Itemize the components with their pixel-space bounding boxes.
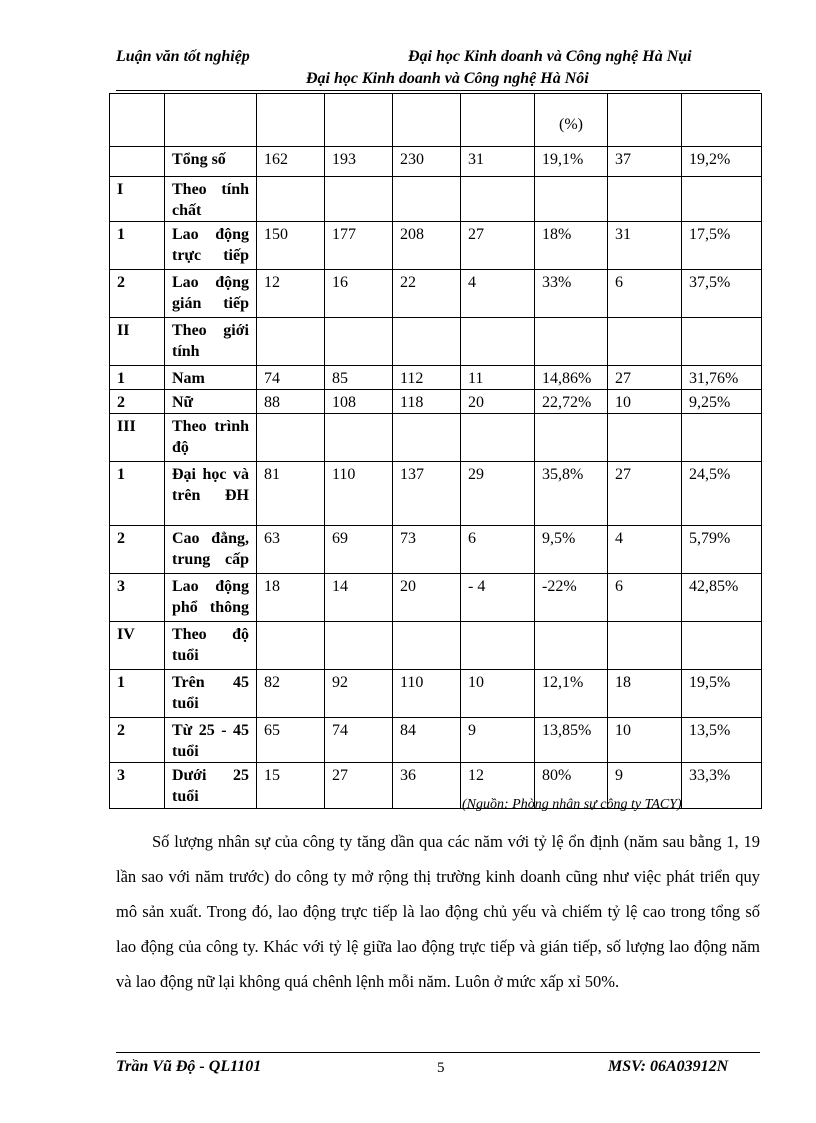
page-number: 5 [437,1060,445,1076]
table-row [110,574,762,622]
value-cell: -22% [535,574,608,622]
value-cell: 42,85% [682,574,762,622]
value-cell [257,94,325,147]
value-cell: 92 [325,670,393,718]
value-cell: 13,5% [682,718,762,763]
value-cell: 27 [608,462,682,526]
table-row [110,718,762,763]
value-cell: 69 [325,526,393,574]
value-cell: 9,25% [682,390,762,414]
value-cell: 137 [393,462,461,526]
table-row [110,222,762,270]
body-paragraph: Số lượng nhân sự của công ty tăng dần qua các năm với tỷ lệ ổn định (năm sau bằng 1, 19 lần sao với năm trước) do công ty mở rộng thị trường kinh doanh cũng như việc phát triển quy mô sản xuất. Trong đó, lao động trực tiếp là lao động chủ yếu và chiếm tỷ lệ cao trong tổng số lao động của công ty. Khác với tỷ lệ giữa lao động trực tiếp và gián tiếp, số lượng lao động năm và lao động nữ lại không quá chênh lệnh mỗi năm. Luôn ở mức xấp xỉ 50%. [116,832,760,991]
value-cell: 12,1% [535,670,608,718]
value-cell [608,94,682,147]
value-cell: 5,79% [682,526,762,574]
value-cell: 18 [608,670,682,718]
value-cell [608,414,682,462]
value-cell [461,622,535,670]
value-cell: 9,5% [535,526,608,574]
row-label-cell: Lao động phổ thông [165,574,257,622]
value-cell: 74 [257,366,325,390]
value-cell: 150 [257,222,325,270]
table-row [110,462,762,526]
table-row [110,177,762,222]
value-cell: 208 [393,222,461,270]
table-row [110,147,762,177]
value-cell [325,414,393,462]
value-cell: 177 [325,222,393,270]
value-cell: 36 [393,763,461,809]
header-rule [116,90,760,91]
row-index-cell: 3 [110,574,165,622]
value-cell: - 4 [461,574,535,622]
value-cell [393,94,461,147]
footer-rule [116,1052,760,1053]
value-cell: 65 [257,718,325,763]
value-cell: 9 [461,718,535,763]
value-cell: 84 [393,718,461,763]
value-cell [682,414,762,462]
row-label-cell: Dưới 25 tuổi [165,763,257,809]
value-cell [257,318,325,366]
value-cell [393,318,461,366]
value-cell [325,318,393,366]
row-index-cell [110,147,165,177]
row-index-cell [110,94,165,147]
value-cell [461,414,535,462]
row-index-cell: 2 [110,526,165,574]
table-row [110,390,762,414]
value-cell: 230 [393,147,461,177]
value-cell [325,622,393,670]
table-row [110,366,762,390]
row-index-cell: 2 [110,390,165,414]
value-cell: 74 [325,718,393,763]
row-index-cell: 1 [110,462,165,526]
value-cell: 18 [257,574,325,622]
row-label-cell: Cao đẳng, trung cấp [165,526,257,574]
row-label-cell: Nam [165,366,257,390]
row-label-cell: Lao động trực tiếp [165,222,257,270]
value-cell [393,414,461,462]
value-cell: 193 [325,147,393,177]
value-cell: 9 [608,763,682,809]
value-cell [325,94,393,147]
value-cell: 80% [535,763,608,809]
value-cell: 24,5% [682,462,762,526]
value-cell: 81 [257,462,325,526]
value-cell: 112 [393,366,461,390]
row-index-cell: 1 [110,222,165,270]
row-index-cell: II [110,318,165,366]
table-unit-row [110,94,762,147]
row-index-cell: 1 [110,670,165,718]
value-cell [682,318,762,366]
row-label-cell: Đại học và trên ĐH [165,462,257,526]
value-cell: 19,2% [682,147,762,177]
value-cell: 85 [325,366,393,390]
value-cell: 73 [393,526,461,574]
value-cell: 37,5% [682,270,762,318]
row-label-cell: Từ 25 - 45 tuổi [165,718,257,763]
value-cell [461,94,535,147]
value-cell: (%) [535,94,608,147]
value-cell: 108 [325,390,393,414]
value-cell: 35,8% [535,462,608,526]
value-cell [535,177,608,222]
header-university-name: Đại học Kinh doanh và Công nghệ Hà Nụi [408,48,692,65]
table-row [110,670,762,718]
header-thesis-label: Luận văn tốt nghiệp [116,48,250,65]
value-cell: 162 [257,147,325,177]
value-cell: 17,5% [682,222,762,270]
value-cell: 16 [325,270,393,318]
row-index-cell: 2 [110,718,165,763]
value-cell: 22 [393,270,461,318]
value-cell: 31 [608,222,682,270]
table-row [110,526,762,574]
value-cell: 11 [461,366,535,390]
table-source-note: (Nguồn: Phòng nhân sự công ty TACY) [462,797,682,812]
value-cell [682,177,762,222]
row-index-cell: 2 [110,270,165,318]
footer-student-id: MSV: 06A03912N [608,1058,729,1075]
value-cell: 33,3% [682,763,762,809]
value-cell: 13,85% [535,718,608,763]
value-cell: 12 [257,270,325,318]
value-cell: 63 [257,526,325,574]
row-index-cell: IV [110,622,165,670]
value-cell: 10 [608,390,682,414]
header-university-subtitle: Đại học Kinh doanh và Công nghệ Hà Nôi [306,70,589,87]
personnel-table [109,93,762,809]
value-cell [257,414,325,462]
table-row [110,622,762,670]
row-label-cell: Theo giới tính [165,318,257,366]
value-cell [608,622,682,670]
row-label-cell: Trên 45 tuổi [165,670,257,718]
value-cell: 18% [535,222,608,270]
value-cell: 4 [608,526,682,574]
value-cell: 82 [257,670,325,718]
value-cell [393,622,461,670]
value-cell: 19,5% [682,670,762,718]
value-cell: 19,1% [535,147,608,177]
value-cell: 31 [461,147,535,177]
value-cell: 22,72% [535,390,608,414]
value-cell: 110 [393,670,461,718]
value-cell [535,318,608,366]
row-index-cell: 3 [110,763,165,809]
value-cell: 6 [608,574,682,622]
footer-author: Trần Vũ Độ - QL1101 [116,1058,262,1075]
value-cell [461,318,535,366]
value-cell: 27 [608,366,682,390]
value-cell: 118 [393,390,461,414]
value-cell [535,414,608,462]
value-cell: 29 [461,462,535,526]
value-cell [608,177,682,222]
value-cell [325,177,393,222]
value-cell [257,177,325,222]
value-cell [682,622,762,670]
value-cell: 10 [461,670,535,718]
value-cell: 31,76% [682,366,762,390]
row-label-cell: Theo trình độ [165,414,257,462]
row-index-cell: I [110,177,165,222]
value-cell: 14,86% [535,366,608,390]
value-cell: 6 [461,526,535,574]
value-cell [461,177,535,222]
value-cell: 15 [257,763,325,809]
value-cell: 27 [325,763,393,809]
row-index-cell: 1 [110,366,165,390]
row-index-cell: III [110,414,165,462]
value-cell: 33% [535,270,608,318]
row-label-cell: Theo độ tuổi [165,622,257,670]
row-label-cell: Tổng số [165,147,257,177]
value-cell: 110 [325,462,393,526]
value-cell: 12 [461,763,535,809]
row-label-cell [165,94,257,147]
value-cell: 14 [325,574,393,622]
value-cell: 4 [461,270,535,318]
value-cell: 88 [257,390,325,414]
table-row [110,414,762,462]
value-cell: 27 [461,222,535,270]
value-cell: 37 [608,147,682,177]
table-row [110,270,762,318]
value-cell [257,622,325,670]
row-label-cell: Theo tính chất [165,177,257,222]
table-row [110,318,762,366]
row-label-cell: Nữ [165,390,257,414]
row-label-cell: Lao động gián tiếp [165,270,257,318]
value-cell [535,622,608,670]
value-cell: 20 [461,390,535,414]
value-cell [393,177,461,222]
value-cell: 10 [608,718,682,763]
value-cell: 20 [393,574,461,622]
value-cell: 6 [608,270,682,318]
value-cell [682,94,762,147]
value-cell [608,318,682,366]
